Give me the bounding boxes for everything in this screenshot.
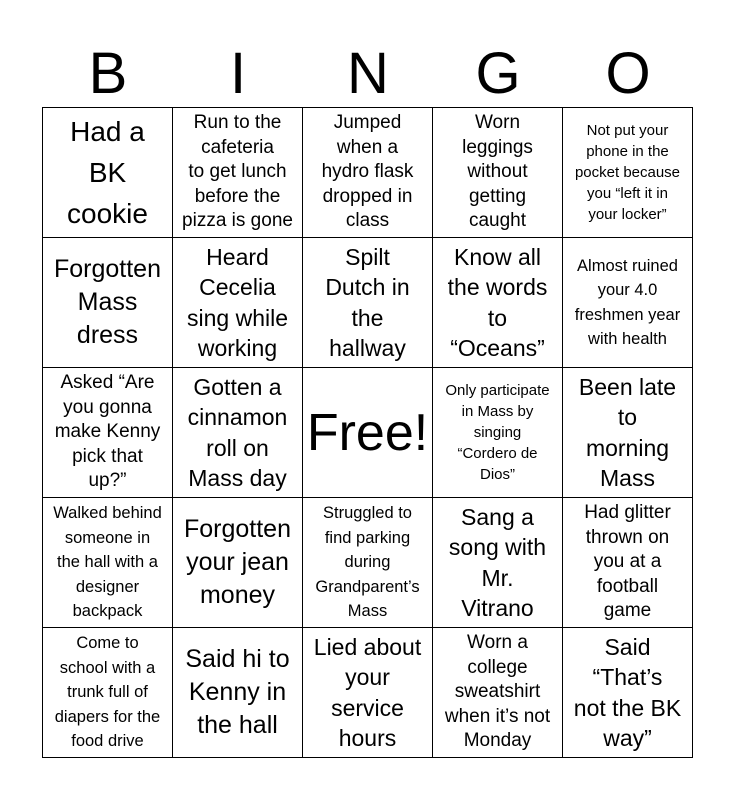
bingo-cell[interactable] bbox=[172, 367, 303, 498]
bingo-cell[interactable] bbox=[302, 237, 433, 368]
cell-text: Had glitter thrown on you at a football game bbox=[584, 502, 671, 622]
bingo-cell[interactable] bbox=[432, 107, 563, 238]
cell-text: Struggled to find parking during Grandparent’s Mass bbox=[315, 504, 420, 621]
header-letter-o: O bbox=[605, 41, 651, 106]
cell-text: Said “That’s not the BK way” bbox=[573, 633, 682, 751]
cell-text: Spilt Dutch in the hallway bbox=[325, 243, 410, 361]
bingo-cell[interactable] bbox=[432, 627, 563, 758]
cell-text: Come to school with a trunk full of diapers for the food drive bbox=[54, 634, 161, 751]
bingo-cell[interactable] bbox=[302, 627, 433, 758]
bingo-cell[interactable] bbox=[42, 497, 173, 628]
cell-text: Heard Cecelia sing while working bbox=[187, 243, 288, 361]
cell-text: Only participate in Mass by singing “Cordero de Dios” bbox=[445, 382, 550, 483]
cell-text: Forgotten Mass dress bbox=[53, 255, 161, 349]
cell-text: Forgotten your jean money bbox=[183, 515, 291, 609]
bingo-cell[interactable] bbox=[42, 627, 173, 758]
cell-text: Worn leggings without getting caught bbox=[462, 112, 533, 232]
bingo-cell[interactable] bbox=[562, 107, 693, 238]
cell-text: Not put your phone in the pocket because you “left it in your locker” bbox=[574, 122, 681, 223]
free-space-text: Free! bbox=[306, 403, 429, 462]
bingo-cell[interactable] bbox=[562, 237, 693, 368]
cell-text: Worn a college sweatshirt when it’s not Monday bbox=[444, 632, 551, 752]
bingo-board bbox=[43, 108, 693, 758]
cell-text: Said hi to Kenny in the hall bbox=[185, 645, 290, 739]
cell-text: Been late to morning Mass bbox=[578, 373, 677, 491]
bingo-cell[interactable] bbox=[42, 107, 173, 238]
cell-text: Walked behind someone in the hall with a designer backpack bbox=[53, 504, 162, 621]
bingo-cell[interactable] bbox=[302, 107, 433, 238]
header-letter-g: G bbox=[475, 41, 521, 106]
bingo-header bbox=[43, 40, 693, 108]
bingo-cell[interactable] bbox=[172, 627, 303, 758]
header-letter-i: I bbox=[229, 41, 247, 106]
free-space-cell[interactable] bbox=[302, 367, 433, 498]
bingo-cell[interactable] bbox=[562, 367, 693, 498]
bingo-cell[interactable] bbox=[172, 107, 303, 238]
cell-text: Had a BK cookie bbox=[67, 116, 148, 229]
cell-text: Gotten a cinnamon roll on Mass day bbox=[187, 373, 288, 491]
bingo-cell[interactable] bbox=[172, 237, 303, 368]
bingo-cell[interactable] bbox=[172, 497, 303, 628]
cell-text: Almost ruined your 4.0 freshmen year with health bbox=[574, 256, 681, 348]
cell-text: Asked “Are you gonna make Kenny pick that up?” bbox=[54, 372, 161, 492]
cell-text: Know all the words to “Oceans” bbox=[447, 243, 548, 361]
cell-text: Lied about your service hours bbox=[313, 633, 422, 751]
cell-text: Jumped when a hydro flask dropped in class bbox=[321, 112, 414, 232]
bingo-cell[interactable] bbox=[42, 367, 173, 498]
cell-text: Sang a song with Mr. Vitrano bbox=[448, 503, 547, 621]
bingo-cell[interactable] bbox=[42, 237, 173, 368]
bingo-cell[interactable] bbox=[432, 497, 563, 628]
bingo-cell[interactable] bbox=[562, 497, 693, 628]
bingo-cell[interactable] bbox=[432, 237, 563, 368]
header-letter-n: N bbox=[347, 41, 389, 106]
bingo-cell[interactable] bbox=[432, 367, 563, 498]
header-letter-b: B bbox=[88, 41, 128, 106]
cell-text: Run to the cafeteria to get lunch before the pizza is gone bbox=[182, 112, 293, 232]
bingo-cell[interactable] bbox=[562, 627, 693, 758]
bingo-cell[interactable] bbox=[302, 497, 433, 628]
